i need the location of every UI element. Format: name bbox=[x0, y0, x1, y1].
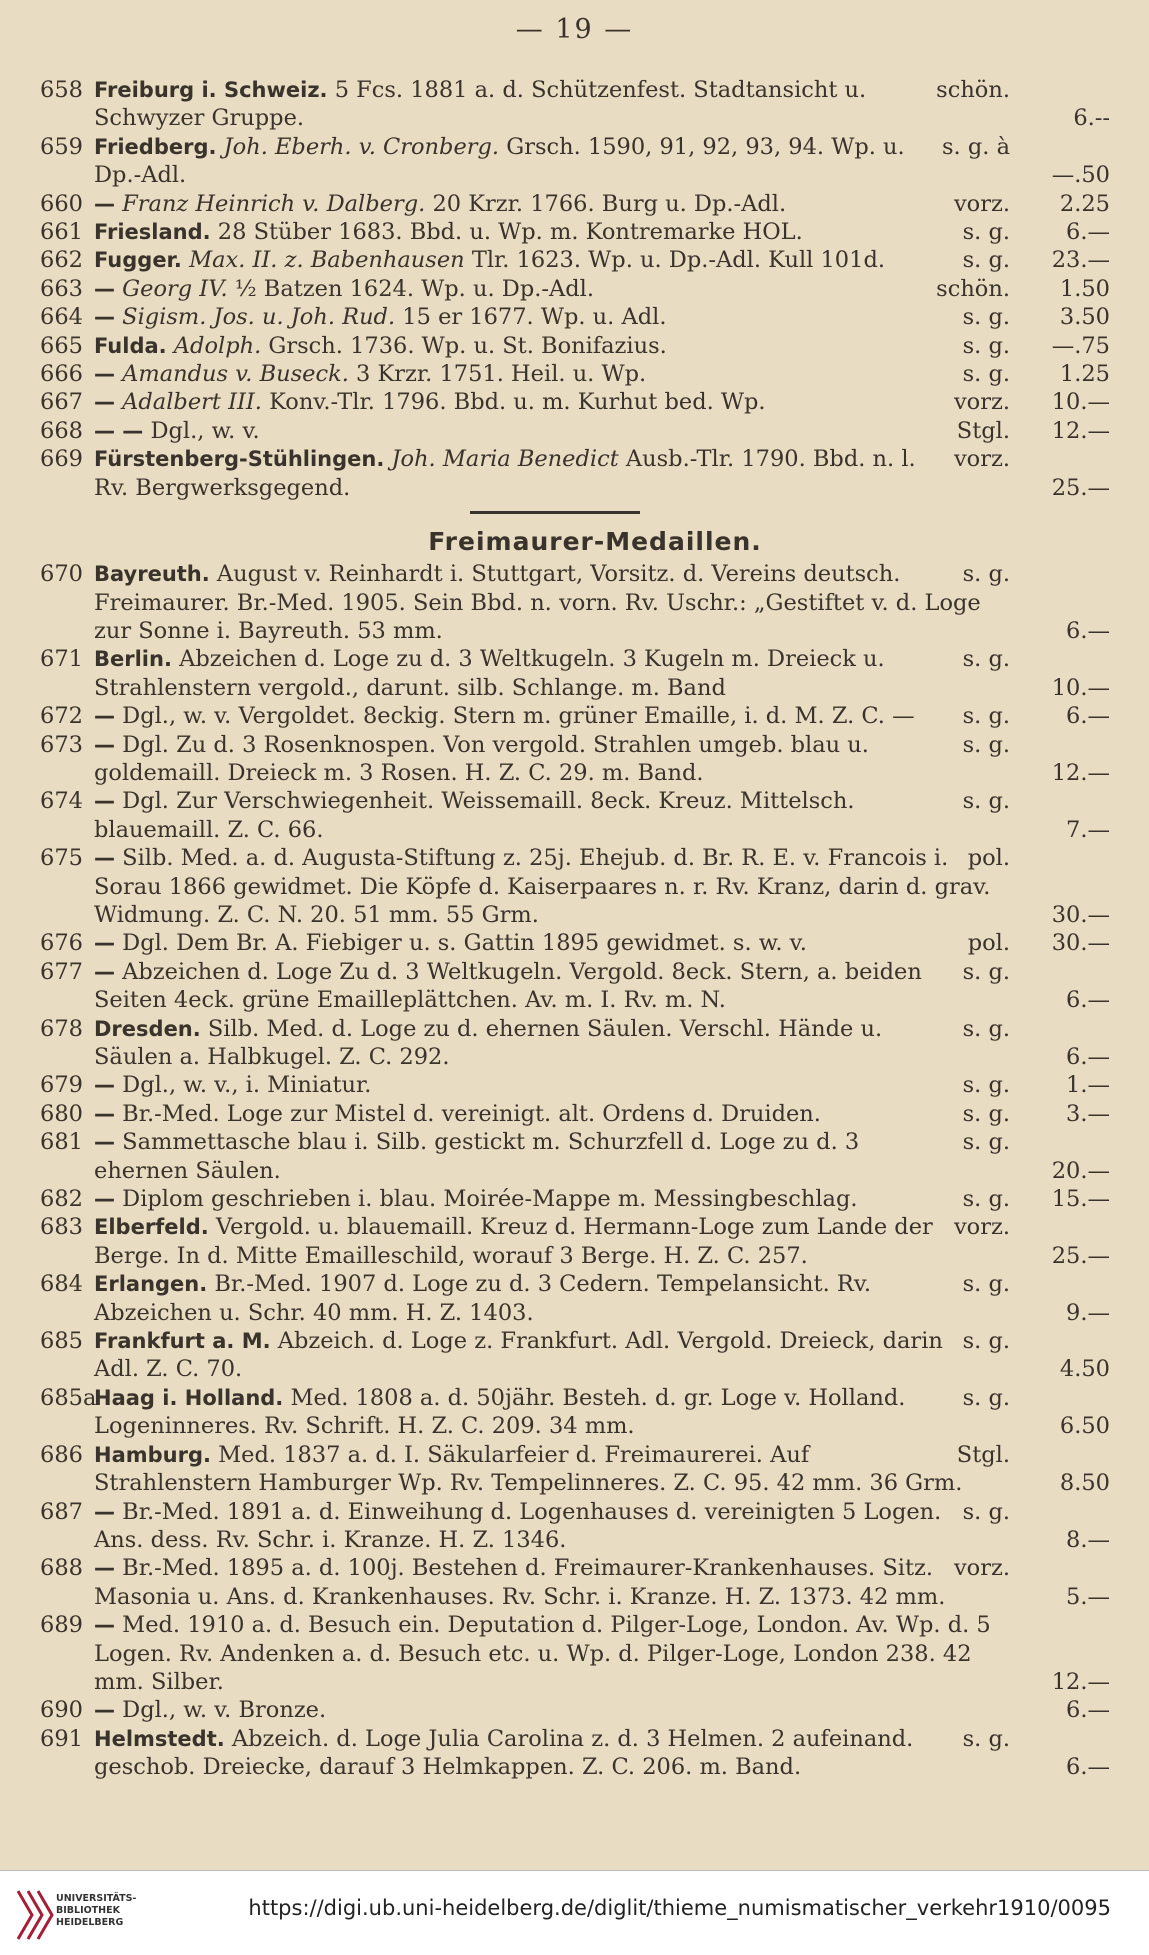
entry-number: 676 bbox=[40, 930, 83, 957]
entry-price: 25.— bbox=[1051, 1242, 1110, 1269]
entry-heading: Fulda. bbox=[94, 333, 167, 358]
entry-grade: s. g. bbox=[962, 1186, 1010, 1213]
entry-grade: vorz. bbox=[953, 1555, 1010, 1582]
entry-grade: pol. bbox=[967, 845, 1010, 872]
entry-grade: s. g. bbox=[962, 561, 1010, 588]
entry-heading: — bbox=[94, 1187, 115, 1212]
entry-text: Br.-Med. Loge zur Mistel d. vereinigt. alt. Ordens d. Druiden. bbox=[122, 1100, 821, 1127]
entry-number: 685 bbox=[40, 1328, 83, 1355]
entry-heading: Elberfeld. bbox=[94, 1215, 209, 1240]
entry-grade: s. g. bbox=[962, 247, 1010, 274]
entry-description bbox=[94, 388, 1018, 416]
entry-heading: Freiburg i. Schweiz. bbox=[94, 78, 328, 102]
catalog-entry bbox=[40, 1128, 1110, 1185]
entry-heading: Hamburg. bbox=[94, 1442, 211, 1467]
catalog-entry bbox=[40, 1327, 1110, 1384]
catalog-entry bbox=[40, 958, 1110, 1015]
entry-heading: — bbox=[94, 959, 115, 984]
entry-heading: — bbox=[94, 362, 115, 387]
permalink-url[interactable]: https://digi.ub.uni-heidelberg.de/diglit/thieme_numismatischer_verkehr1910/0095 bbox=[248, 1896, 1111, 1920]
catalog-entry bbox=[40, 731, 1110, 788]
entry-price: 23.— bbox=[1051, 247, 1110, 274]
entry-price: 30.— bbox=[1051, 901, 1110, 928]
entry-description bbox=[94, 190, 1018, 218]
library-name-line-2: BIBLIOTHEK bbox=[56, 1905, 120, 1916]
entry-price: 6.50 bbox=[1059, 1413, 1110, 1440]
catalog-entry bbox=[40, 645, 1110, 702]
entry-number: 675 bbox=[40, 845, 83, 872]
section-title: Freimaurer-Medaillen. bbox=[428, 527, 762, 557]
entry-heading: — bbox=[94, 931, 115, 956]
entry-price: 25.— bbox=[1051, 474, 1110, 501]
entry-price: 12.— bbox=[1051, 1668, 1110, 1695]
catalog-entry bbox=[40, 1441, 1110, 1498]
entry-description bbox=[94, 1384, 1018, 1441]
entry-text: Sammettasche blau i. Silb. gestickt m. Schurzfell d. Loge zu d. 3 ehernen Säulen. bbox=[94, 1129, 860, 1184]
entry-grade: schön. bbox=[936, 275, 1010, 302]
entry-text: Dgl., w. v. Bronze. bbox=[122, 1697, 327, 1724]
entry-text: 20 Krzr. 1766. Burg u. Dp.-Adl. bbox=[432, 190, 787, 217]
entry-heading: Haag i. Holland. bbox=[94, 1385, 284, 1410]
catalog-entry bbox=[40, 275, 1110, 303]
entry-number: 670 bbox=[40, 561, 83, 588]
entry-price: 5.— bbox=[1066, 1583, 1110, 1610]
entry-grade: s. g. bbox=[962, 1384, 1010, 1411]
entry-grade: s. g. bbox=[962, 1100, 1010, 1127]
entry-text: Dgl. Zu d. 3 Rosenknospen. Von vergold. Strahlen umgeb. blau u. goldemaill. Dreieck m. 3 Rosen. H. Z. C. 29. m. Band. bbox=[94, 731, 869, 786]
entry-grade: vorz. bbox=[953, 389, 1010, 416]
entry-grade: s. g. bbox=[962, 731, 1010, 758]
entry-price: 15.— bbox=[1051, 1186, 1110, 1213]
catalog-entry bbox=[40, 246, 1110, 274]
entry-grade: s. g. bbox=[962, 361, 1010, 388]
entry-heading: — bbox=[94, 191, 115, 216]
entry-number: 663 bbox=[40, 275, 83, 302]
entry-heading: Friedberg. bbox=[94, 134, 217, 159]
entry-description bbox=[94, 1071, 1018, 1099]
entry-text: Dgl., w. v. Vergoldet. 8eckig. Stern m. grüner Emaille, i. d. M. Z. C. — bbox=[122, 703, 915, 730]
entry-number: 691 bbox=[40, 1725, 83, 1752]
entry-text: Tlr. 1623. Wp. u. Dp.-Adl. Kull 101d. bbox=[471, 247, 885, 274]
entry-text: Silb. Med. d. Loge zu d. ehernen Säulen. Verschl. Hände u. Säulen a. Halbkugel. Z. C. 292. bbox=[94, 1015, 883, 1070]
entry-heading: Fugger. bbox=[94, 248, 182, 273]
entry-description bbox=[94, 1185, 1018, 1213]
entry-price: 9.— bbox=[1066, 1299, 1110, 1326]
entry-description bbox=[94, 417, 1018, 445]
entry-description bbox=[94, 958, 1018, 1015]
library-name-line-1: UNIVERSITÄTS- bbox=[56, 1893, 137, 1904]
entry-heading: — bbox=[94, 846, 115, 871]
medal-entry-list bbox=[40, 560, 1110, 1781]
entry-text: Br.-Med. 1907 d. Loge zu d. 3 Cedern. Tempelansicht. Rv. Abzeichen u. Schr. 40 mm. H. Z. 1403. bbox=[94, 1271, 872, 1326]
library-name-line-3: HEIDELBERG bbox=[56, 1917, 124, 1928]
entry-grade: s. g. bbox=[962, 219, 1010, 246]
entry-description bbox=[94, 731, 1018, 788]
entry-heading: — bbox=[94, 1499, 115, 1524]
catalog-entry bbox=[40, 332, 1110, 360]
catalog-entry bbox=[40, 844, 1110, 929]
entry-text: Br.-Med. 1891 a. d. Einweihung d. Logenhauses d. vereinigten 5 Logen. Ans. dess. Rv. Schr. i. Kranze. H. Z. 1346. bbox=[94, 1498, 942, 1553]
entry-grade: s. g. bbox=[962, 1271, 1010, 1298]
entry-grade: s. g. bbox=[962, 332, 1010, 359]
entry-description bbox=[94, 1270, 1018, 1327]
entry-number: 674 bbox=[40, 788, 83, 815]
entry-ruler: Joh. Maria Benedict bbox=[391, 446, 619, 473]
catalog-entry bbox=[40, 787, 1110, 844]
entry-number: 679 bbox=[40, 1072, 83, 1099]
entry-description bbox=[94, 275, 1018, 303]
entry-text: Br.-Med. 1895 a. d. 100j. Bestehen d. Freimaurer-Krankenhauses. Sitz. Masonia u. Ans. d. Krankenhauses. Rv. Schr. i. Kranze. H. Z. 1373. 42 mm. bbox=[94, 1555, 946, 1610]
library-name bbox=[56, 1893, 136, 1929]
entry-grade: pol. bbox=[967, 930, 1010, 957]
entry-description bbox=[94, 1100, 1018, 1128]
entry-text: Grsch. 1736. Wp. u. St. Bonifazius. bbox=[268, 332, 667, 359]
entry-number: 658 bbox=[40, 77, 83, 103]
entry-price: 10.— bbox=[1051, 674, 1110, 701]
entry-text: 15 er 1677. Wp. u. Adl. bbox=[402, 304, 667, 331]
entry-ruler: Sigism. Jos. u. Joh. Rud. bbox=[122, 304, 396, 331]
entry-text: ½ Batzen 1624. Wp. u. Dp.-Adl. bbox=[234, 275, 594, 302]
entry-grade: s. g. bbox=[962, 304, 1010, 331]
entry-heading: — bbox=[94, 1556, 115, 1581]
entry-price: 3.50 bbox=[1059, 304, 1110, 331]
entry-number: 690 bbox=[40, 1697, 83, 1724]
entry-number: 667 bbox=[40, 389, 83, 416]
entry-heading: — bbox=[94, 276, 115, 301]
entry-heading: — bbox=[94, 1101, 115, 1126]
entry-number: 689 bbox=[40, 1612, 83, 1639]
entry-description bbox=[94, 844, 1018, 929]
entry-price: 1.— bbox=[1066, 1072, 1110, 1099]
catalog-entry bbox=[40, 1270, 1110, 1327]
entry-grade: s. g. bbox=[962, 788, 1010, 815]
entry-price: 6.— bbox=[1066, 987, 1110, 1014]
entry-number: 688 bbox=[40, 1555, 83, 1582]
entry-number: 673 bbox=[40, 731, 83, 758]
entry-number: 665 bbox=[40, 332, 83, 359]
entry-description bbox=[94, 1611, 1018, 1696]
entry-description bbox=[94, 1441, 1018, 1498]
entry-heading: Frankfurt a. M. bbox=[94, 1329, 271, 1354]
entry-price: 1.25 bbox=[1059, 361, 1110, 388]
entry-text: Med. 1837 a. d. I. Säkularfeier d. Freimaurerei. Auf Strahlenstern Hamburger Wp. Rv. Tempelinneres. Z. C. 95. 42 mm. 36 Grm. bbox=[94, 1441, 963, 1497]
entry-grade: s. g. bbox=[962, 646, 1010, 673]
entry-number: 680 bbox=[40, 1100, 83, 1127]
entry-grade: s. g. bbox=[962, 1072, 1010, 1099]
catalog-entry bbox=[40, 1100, 1110, 1128]
entry-grade: Stgl. bbox=[956, 1441, 1010, 1468]
entry-grade: vorz. bbox=[953, 190, 1010, 217]
entry-number: 668 bbox=[40, 417, 83, 444]
entry-heading: — bbox=[94, 732, 115, 757]
entry-description bbox=[94, 133, 1018, 190]
entry-description bbox=[94, 445, 1018, 502]
entry-price: 6.— bbox=[1066, 1044, 1110, 1070]
entry-price: —.75 bbox=[1051, 332, 1110, 359]
entry-price: 6.— bbox=[1066, 617, 1110, 644]
entry-grade: s. g. bbox=[962, 958, 1010, 985]
entry-description bbox=[94, 1213, 1018, 1270]
entry-number: 685a bbox=[40, 1384, 97, 1411]
entry-grade: s. g. bbox=[962, 1725, 1010, 1752]
entry-text: Grsch. 1590, 91, 92, 93, 94. Wp. u. Dp.-Adl. bbox=[94, 133, 905, 189]
entry-text: 5 Fcs. 1881 a. d. Schützenfest. Stadtansicht u. Schwyzer Gruppe. bbox=[94, 77, 867, 132]
entry-price: 4.50 bbox=[1059, 1356, 1110, 1383]
catalog-entry bbox=[40, 560, 1110, 645]
entry-grade: Stgl. bbox=[956, 417, 1010, 444]
entry-number: 683 bbox=[40, 1214, 83, 1241]
entry-number: 684 bbox=[40, 1271, 83, 1298]
entry-heading: Bayreuth. bbox=[94, 562, 210, 587]
catalog-entry bbox=[40, 133, 1110, 190]
entry-heading: — bbox=[94, 1698, 115, 1723]
entry-text: Med. 1910 a. d. Besuch ein. Deputation d. Pilger-Loge, London. Av. Wp. d. 5 Logen. Rv. Andenken a. d. Besuch etc. u. Wp. d. Pilger-Loge, London 238. 42 mm. Silber. bbox=[94, 1612, 991, 1695]
catalog-entry bbox=[40, 702, 1110, 730]
entry-grade: s. g. à bbox=[942, 133, 1010, 160]
entry-price: —.50 bbox=[1051, 162, 1110, 189]
catalog-entry bbox=[40, 1185, 1110, 1213]
entry-description bbox=[94, 1327, 1018, 1384]
entry-ruler: Adolph. bbox=[173, 332, 262, 359]
section-divider bbox=[40, 502, 1110, 524]
entry-number: 687 bbox=[40, 1498, 83, 1525]
entry-description bbox=[94, 360, 1018, 388]
entry-heading: Erlangen. bbox=[94, 1272, 208, 1297]
entry-description bbox=[94, 246, 1018, 274]
entry-description bbox=[94, 1554, 1018, 1611]
catalog-entry bbox=[40, 445, 1110, 502]
entry-number: 682 bbox=[40, 1186, 83, 1213]
entry-heading: Helmstedt. bbox=[94, 1726, 225, 1751]
entry-text: Abzeich. d. Loge Julia Carolina z. d. 3 Helmen. 2 aufeinand. geschob. Dreiecke, darauf 3 Helmkappen. Z. C. 206. m. Band. bbox=[94, 1725, 914, 1781]
entry-description bbox=[94, 332, 1018, 360]
entry-number: 660 bbox=[40, 190, 83, 217]
entry-text: August v. Reinhardt i. Stuttgart, Vorsitz. d. Vereins deutsch. Freimaurer. Br.-Med. 1905. Sein Bbd. n. vorn. Rv. Uschr.: „Gestiftet v. d. Loge zur Sonne i. Bayreuth. 53 mm. bbox=[94, 561, 981, 644]
entry-number: 666 bbox=[40, 361, 83, 388]
entry-description bbox=[94, 645, 1018, 702]
entry-price: 8.50 bbox=[1059, 1470, 1110, 1497]
entry-price: 1.50 bbox=[1059, 275, 1110, 302]
entry-description bbox=[94, 560, 1018, 645]
entry-price: 12.— bbox=[1051, 759, 1110, 786]
entry-number: 677 bbox=[40, 958, 83, 985]
entry-description bbox=[94, 787, 1018, 844]
entry-text: 28 Stüber 1683. Bbd. u. Wp. m. Kontremarke HOL. bbox=[217, 219, 803, 246]
entry-description bbox=[94, 929, 1018, 957]
coin-entry-list bbox=[40, 76, 1110, 502]
entry-description bbox=[94, 1725, 1018, 1782]
entry-grade: s. g. bbox=[962, 1129, 1010, 1156]
entry-heading: — bbox=[94, 1613, 115, 1638]
entry-price: 6.-- bbox=[1073, 105, 1110, 132]
entry-description bbox=[94, 1015, 1018, 1072]
entry-number: 671 bbox=[40, 646, 83, 673]
entry-ruler: Georg IV. bbox=[122, 275, 228, 302]
entry-text: Abzeichen d. Loge Zu d. 3 Weltkugeln. Vergold. 8eck. Stern, a. beiden Seiten 4eck. grüne Emailleplättchen. Av. m. I. Rv. m. N. bbox=[94, 958, 922, 1014]
entry-text: Abzeichen d. Loge zu d. 3 Weltkugeln. 3 Kugeln m. Dreieck u. Strahlenstern vergold., darunt. silb. Schlange. m. Band bbox=[94, 646, 885, 701]
entry-number: 669 bbox=[40, 446, 83, 473]
entry-text: Abzeich. d. Loge z. Frankfurt. Adl. Vergold. Dreieck, darin Adl. Z. C. 70. bbox=[94, 1328, 943, 1383]
catalog-entry bbox=[40, 1213, 1110, 1270]
entry-number: 661 bbox=[40, 219, 83, 246]
entry-price: 2.25 bbox=[1059, 190, 1110, 217]
entry-heading: Friesland. bbox=[94, 220, 211, 245]
entry-price: 6.— bbox=[1066, 1754, 1110, 1781]
entry-price: 10.— bbox=[1051, 389, 1110, 416]
entry-text: Vergold. u. blauemaill. Kreuz d. Hermann-Loge zum Lande der Berge. In d. Mitte Emailleschild, worauf 3 Berge. H. Z. C. 257. bbox=[94, 1214, 933, 1269]
catalog-entry bbox=[40, 1384, 1110, 1441]
catalog-entry bbox=[40, 1071, 1110, 1099]
catalog-entry bbox=[40, 929, 1110, 957]
entry-grade: s. g. bbox=[962, 1328, 1010, 1355]
catalog-entry bbox=[40, 218, 1110, 246]
entry-price: 30.— bbox=[1051, 930, 1110, 957]
entry-grade: s. g. bbox=[962, 703, 1010, 730]
catalog-entry bbox=[40, 1725, 1110, 1782]
entry-heading: — bbox=[94, 305, 115, 330]
entry-description bbox=[94, 1128, 1018, 1185]
catalog-entries bbox=[40, 76, 1110, 1782]
entry-heading: — bbox=[94, 704, 115, 729]
entry-text: 3 Krzr. 1751. Heil. u. Wp. bbox=[356, 361, 647, 388]
entry-number: 672 bbox=[40, 703, 83, 730]
entry-text: Silb. Med. a. d. Augusta-Stiftung z. 25j. Ehejub. d. Br. R. E. v. Francois i. Sorau 1866 gewidmet. Die Köpfe d. Kaiserpaares n. r. Rv. Kranz, darin d. grav. Widmung. Z. C. N. 20. 51 mm. 55 Grm. bbox=[94, 845, 991, 928]
entry-description bbox=[94, 702, 1018, 730]
entry-price: 6.— bbox=[1066, 219, 1110, 246]
entry-number: 662 bbox=[40, 247, 83, 274]
catalog-entry bbox=[40, 76, 1110, 133]
catalog-entry bbox=[40, 190, 1110, 218]
entry-grade: s. g. bbox=[962, 1498, 1010, 1525]
catalog-entry bbox=[40, 360, 1110, 388]
entry-ruler: Joh. Eberh. v. Cronberg. bbox=[223, 133, 500, 160]
entry-heading: Dresden. bbox=[94, 1016, 201, 1041]
entry-price: 12.— bbox=[1051, 417, 1110, 444]
entry-grade: vorz. bbox=[953, 446, 1010, 473]
catalog-entry bbox=[40, 1696, 1110, 1724]
catalog-entry bbox=[40, 417, 1110, 445]
entry-text: Diplom geschrieben i. blau. Moirée-Mappe m. Messingbeschlag. bbox=[122, 1186, 858, 1213]
entry-heading: — — bbox=[94, 418, 144, 443]
entry-text: Dgl. Dem Br. A. Fiebiger u. s. Gattin 1895 gewidmet. s. w. v. bbox=[122, 930, 807, 957]
catalog-entry bbox=[40, 1498, 1110, 1555]
entry-price: 6.— bbox=[1066, 1697, 1110, 1724]
entry-text: Ausb.-Tlr. 1790. Bbd. n. l. Rv. Bergwerksgegend. bbox=[94, 446, 916, 501]
catalog-entry bbox=[40, 303, 1110, 331]
entry-description bbox=[94, 303, 1018, 331]
entry-heading: Fürstenberg-Stühlingen. bbox=[94, 447, 385, 472]
entry-grade: vorz. bbox=[953, 1214, 1010, 1241]
entry-heading: — bbox=[94, 789, 115, 814]
entry-heading: — bbox=[94, 390, 115, 415]
entry-description bbox=[94, 1498, 1018, 1555]
entry-text: Med. 1808 a. d. 50jähr. Besteh. d. gr. Loge v. Holland. Logeninneres. Rv. Schrift. H. Z. C. 209. 34 mm. bbox=[94, 1384, 906, 1440]
catalog-entry bbox=[40, 1015, 1110, 1072]
entry-number: 681 bbox=[40, 1129, 83, 1156]
entry-text: Dgl., w. v. bbox=[150, 417, 260, 444]
catalog-entry bbox=[40, 1611, 1110, 1696]
entry-heading: Berlin. bbox=[94, 647, 172, 672]
entry-heading: — bbox=[94, 1130, 115, 1155]
entry-price: 6.— bbox=[1066, 703, 1110, 730]
catalog-entry bbox=[40, 1554, 1110, 1611]
entry-description bbox=[94, 76, 1018, 133]
entry-text: Dgl., w. v., i. Miniatur. bbox=[122, 1072, 372, 1099]
entry-price: 3.— bbox=[1066, 1100, 1110, 1127]
entry-text: Konv.-Tlr. 1796. Bbd. u. m. Kurhut bed. Wp. bbox=[269, 389, 766, 416]
entry-ruler: Amandus v. Buseck. bbox=[122, 361, 349, 388]
footer-bar bbox=[0, 1870, 1149, 1955]
entry-grade: s. g. bbox=[962, 1015, 1010, 1042]
catalog-entry bbox=[40, 388, 1110, 416]
entry-number: 686 bbox=[40, 1441, 83, 1468]
entry-ruler: Franz Heinrich v. Dalberg. bbox=[122, 190, 426, 217]
entry-description bbox=[94, 1696, 1018, 1724]
entry-ruler: Adalbert III. bbox=[122, 389, 262, 416]
entry-text: Dgl. Zur Verschwiegenheit. Weissemaill. 8eck. Kreuz. Mittelsch. blauemaill. Z. C. 66. bbox=[94, 788, 855, 843]
entry-grade: schön. bbox=[936, 77, 1010, 103]
page-number: — 19 — bbox=[515, 14, 634, 45]
entry-number: 659 bbox=[40, 133, 83, 160]
entry-price: 8.— bbox=[1066, 1526, 1110, 1553]
entry-number: 678 bbox=[40, 1015, 83, 1042]
entry-price: 7.— bbox=[1066, 816, 1110, 843]
entry-ruler: Max. II. z. Babenhausen bbox=[189, 247, 465, 274]
entry-heading: — bbox=[94, 1073, 115, 1098]
entry-price: 20.— bbox=[1051, 1157, 1110, 1184]
entry-description bbox=[94, 218, 1018, 246]
entry-number: 664 bbox=[40, 304, 83, 331]
